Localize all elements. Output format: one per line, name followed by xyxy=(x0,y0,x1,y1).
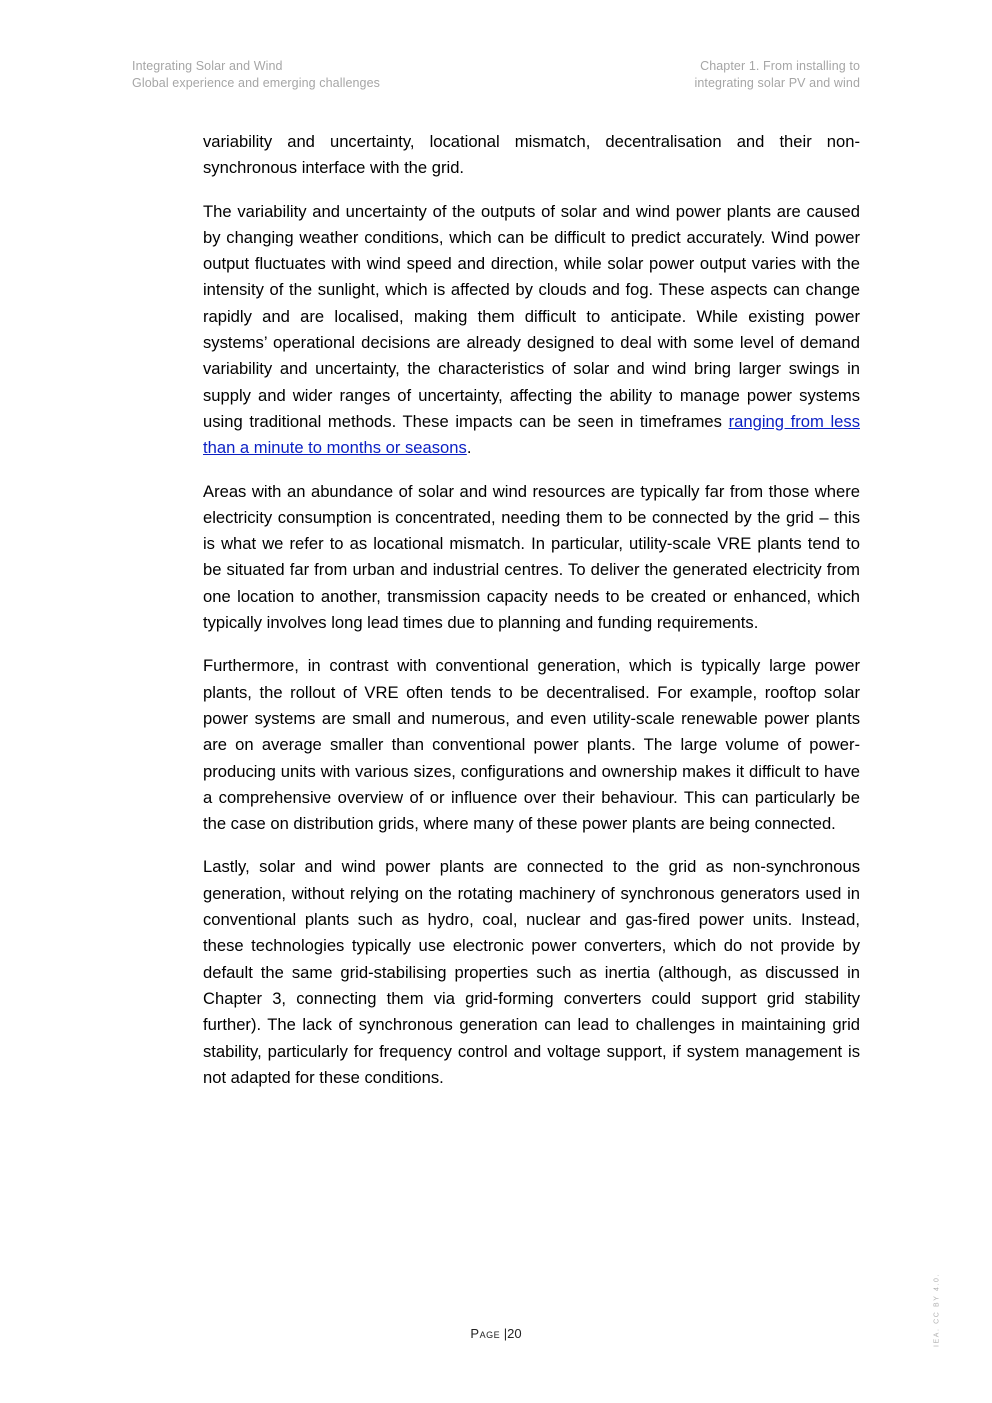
report-title: Integrating Solar and Wind xyxy=(132,59,283,73)
paragraph-4: Furthermore, in contrast with conventional generation, which is typically large power plants, the rollout of VRE often tends to be decentralised. For example, rooftop solar power systems are small and numerous, and even utility-scale renewable power plants are on average smaller than conventional power plants. The large volume of power-producing units with various sizes, configurations and ownership makes it difficult to have a comprehensive overview of or influence over their behaviour. This can particularly be the case on distribution grids, where many of these power plants are being connected. xyxy=(203,656,860,834)
chapter-title-line2: integrating solar PV and wind xyxy=(694,76,860,90)
paragraph-3: Areas with an abundance of solar and wind resources are typically far from those where electricity consumption is concentrated, needing them to be connected by the grid – this is what we refer to as locational mismatch. In particular, utility-scale VRE plants tend to be situated far from urban and industrial centres. To deliver the generated electricity from one location to another, transmission capacity needs to be created or enhanced, which typically involves long lead times due to planning and funding requirements. xyxy=(203,481,860,633)
running-header-left xyxy=(132,58,380,92)
running-header-right xyxy=(695,58,861,92)
paragraph-5: Lastly, solar and wind power plants are connected to the grid as non-synchronous generation, without relying on the rotating machinery of synchronous generators used in conventional plants such as hydro, coal, nuclear and gas-fired power units. Instead, these technologies typically use electronic power converters, which do not provide by default the same grid-stabilising properties such as inertia (although, as discussed in Chapter 3, connecting them via grid-forming converters could support grid stability further). The lack of synchronous generation can lead to challenges in maintaining grid stability, particularly for frequency control and voltage support, if system management is not adapted for these conditions. xyxy=(203,857,860,1087)
body-text xyxy=(203,129,860,1108)
chapter-title-line1: Chapter 1. From installing to xyxy=(700,59,860,73)
page-label: Page xyxy=(470,1326,501,1341)
page-separator: | xyxy=(503,1326,508,1341)
paragraph-2-text: The variability and uncertainty of the outputs of solar and wind power plants are caused by changing weather conditions, which can be difficult to predict accurately. Wind power output fluctuates with wind speed and direction, while solar power output varies with the intensity of the sunlight, which is affected by clouds and fog. These aspects can change rapidly and are localised, making them difficult to anticipate. While existing power systems’ operational decisions are already designed to deal with some level of demand variability and uncertainty, the characteristics of solar and wind bring larger swings in supply and wider ranges of uncertainty, affecting the ability to manage power systems using traditional methods. These impacts can be seen in timeframes xyxy=(203,201,860,431)
timeframes-link[interactable]: ranging from less than a minute to months or seasons xyxy=(203,411,860,458)
paragraph-2-end: . xyxy=(466,438,472,458)
report-subtitle: Global experience and emerging challenges xyxy=(132,76,381,90)
paragraph-1: variability and uncertainty, locational mismatch, decentralisation and their non-synchronous interface with the grid. xyxy=(203,132,860,178)
page-number: 20 xyxy=(507,1326,522,1341)
paragraph-2 xyxy=(203,199,860,462)
license-notice: IEA. CC BY 4.0. xyxy=(933,1272,941,1348)
page-footer xyxy=(0,1325,992,1343)
